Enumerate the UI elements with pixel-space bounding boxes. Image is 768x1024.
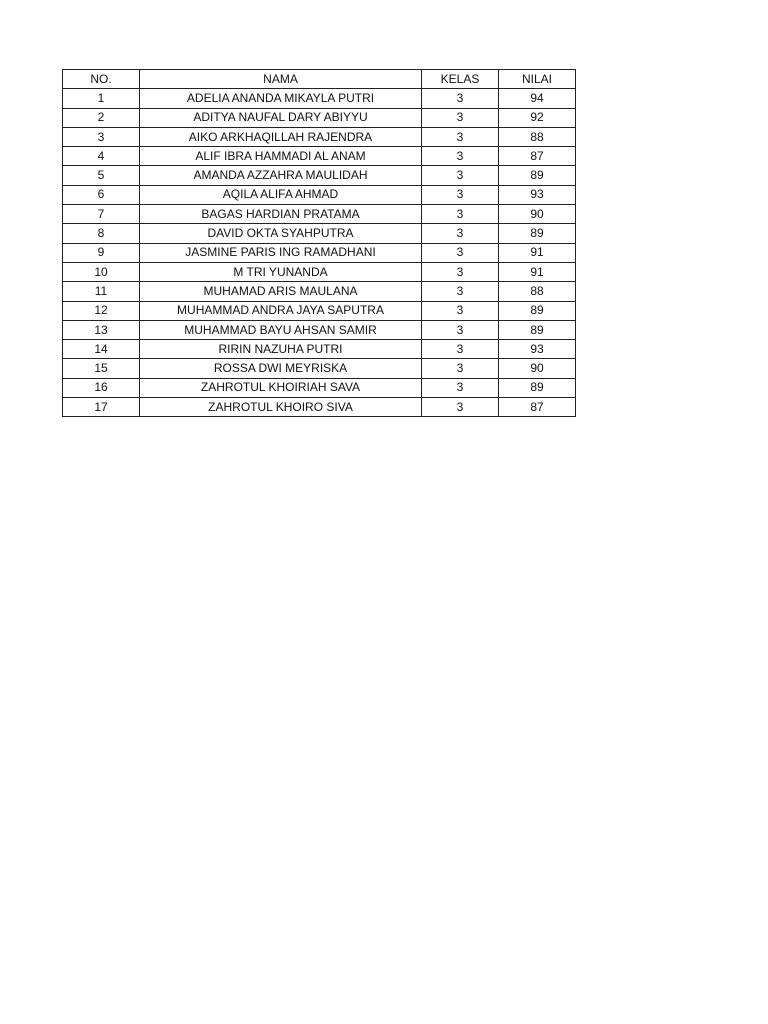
table-row <box>63 185 576 204</box>
cell-nilai: 89 <box>499 224 576 243</box>
cell-kelas: 3 <box>422 398 499 417</box>
cell-kelas: 3 <box>422 127 499 146</box>
cell-nilai: 93 <box>499 340 576 359</box>
cell-nama: ROSSA DWI MEYRISKA <box>140 359 422 378</box>
cell-nilai: 90 <box>499 205 576 224</box>
cell-nilai: 89 <box>499 320 576 339</box>
table-row <box>63 378 576 397</box>
student-score-sheet <box>62 69 576 417</box>
cell-nama: MUHAMMAD ANDRA JAYA SAPUTRA <box>140 301 422 320</box>
cell-no: 1 <box>63 89 140 108</box>
table-row <box>63 320 576 339</box>
table-body <box>63 89 576 417</box>
header-kelas: KELAS <box>422 70 499 89</box>
cell-nilai: 87 <box>499 398 576 417</box>
cell-nilai: 88 <box>499 282 576 301</box>
cell-no: 17 <box>63 398 140 417</box>
cell-no: 12 <box>63 301 140 320</box>
cell-no: 15 <box>63 359 140 378</box>
cell-kelas: 3 <box>422 378 499 397</box>
header-no: NO. <box>63 70 140 89</box>
cell-no: 13 <box>63 320 140 339</box>
cell-no: 11 <box>63 282 140 301</box>
cell-kelas: 3 <box>422 282 499 301</box>
table-row <box>63 224 576 243</box>
cell-no: 4 <box>63 147 140 166</box>
cell-nama: AQILA ALIFA AHMAD <box>140 185 422 204</box>
cell-kelas: 3 <box>422 108 499 127</box>
table-row <box>63 127 576 146</box>
header-nilai: NILAI <box>499 70 576 89</box>
cell-nama: MUHAMAD ARIS MAULANA <box>140 282 422 301</box>
cell-nama: AIKO ARKHAQILLAH RAJENDRA <box>140 127 422 146</box>
cell-nama: ZAHROTUL KHOIRIAH SAVA <box>140 378 422 397</box>
table-row <box>63 359 576 378</box>
cell-no: 10 <box>63 262 140 281</box>
cell-nama: BAGAS HARDIAN PRATAMA <box>140 205 422 224</box>
cell-no: 9 <box>63 243 140 262</box>
cell-kelas: 3 <box>422 185 499 204</box>
cell-kelas: 3 <box>422 262 499 281</box>
table-row <box>63 243 576 262</box>
cell-kelas: 3 <box>422 224 499 243</box>
cell-kelas: 3 <box>422 301 499 320</box>
cell-nilai: 88 <box>499 127 576 146</box>
cell-kelas: 3 <box>422 320 499 339</box>
cell-nama: ZAHROTUL KHOIRO SIVA <box>140 398 422 417</box>
cell-no: 6 <box>63 185 140 204</box>
student-score-table <box>62 69 576 417</box>
cell-nilai: 89 <box>499 301 576 320</box>
table-row <box>63 398 576 417</box>
cell-nama: M TRI YUNANDA <box>140 262 422 281</box>
cell-nilai: 90 <box>499 359 576 378</box>
table-row <box>63 301 576 320</box>
cell-no: 3 <box>63 127 140 146</box>
cell-nilai: 91 <box>499 243 576 262</box>
table-row <box>63 205 576 224</box>
cell-kelas: 3 <box>422 147 499 166</box>
cell-no: 5 <box>63 166 140 185</box>
cell-no: 16 <box>63 378 140 397</box>
cell-nilai: 91 <box>499 262 576 281</box>
cell-nama: ADELIA ANANDA MIKAYLA PUTRI <box>140 89 422 108</box>
cell-no: 14 <box>63 340 140 359</box>
cell-nama: DAVID OKTA SYAHPUTRA <box>140 224 422 243</box>
table-row <box>63 282 576 301</box>
cell-nama: RIRIN NAZUHA PUTRI <box>140 340 422 359</box>
table-row <box>63 166 576 185</box>
table-row <box>63 108 576 127</box>
cell-nilai: 89 <box>499 166 576 185</box>
table-row <box>63 147 576 166</box>
table-row <box>63 262 576 281</box>
cell-no: 2 <box>63 108 140 127</box>
cell-nama: JASMINE PARIS ING RAMADHANI <box>140 243 422 262</box>
cell-nilai: 94 <box>499 89 576 108</box>
cell-nilai: 92 <box>499 108 576 127</box>
cell-kelas: 3 <box>422 340 499 359</box>
cell-kelas: 3 <box>422 359 499 378</box>
cell-kelas: 3 <box>422 89 499 108</box>
cell-nilai: 89 <box>499 378 576 397</box>
cell-nilai: 93 <box>499 185 576 204</box>
table-header-row <box>63 70 576 89</box>
cell-nama: ALIF IBRA HAMMADI AL ANAM <box>140 147 422 166</box>
cell-no: 7 <box>63 205 140 224</box>
cell-kelas: 3 <box>422 243 499 262</box>
cell-nama: ADITYA NAUFAL DARY ABIYYU <box>140 108 422 127</box>
table-row <box>63 89 576 108</box>
cell-kelas: 3 <box>422 166 499 185</box>
table-row <box>63 340 576 359</box>
cell-nama: MUHAMMAD BAYU AHSAN SAMIR <box>140 320 422 339</box>
cell-nama: AMANDA AZZAHRA MAULIDAH <box>140 166 422 185</box>
cell-nilai: 87 <box>499 147 576 166</box>
cell-kelas: 3 <box>422 205 499 224</box>
header-nama: NAMA <box>140 70 422 89</box>
cell-no: 8 <box>63 224 140 243</box>
